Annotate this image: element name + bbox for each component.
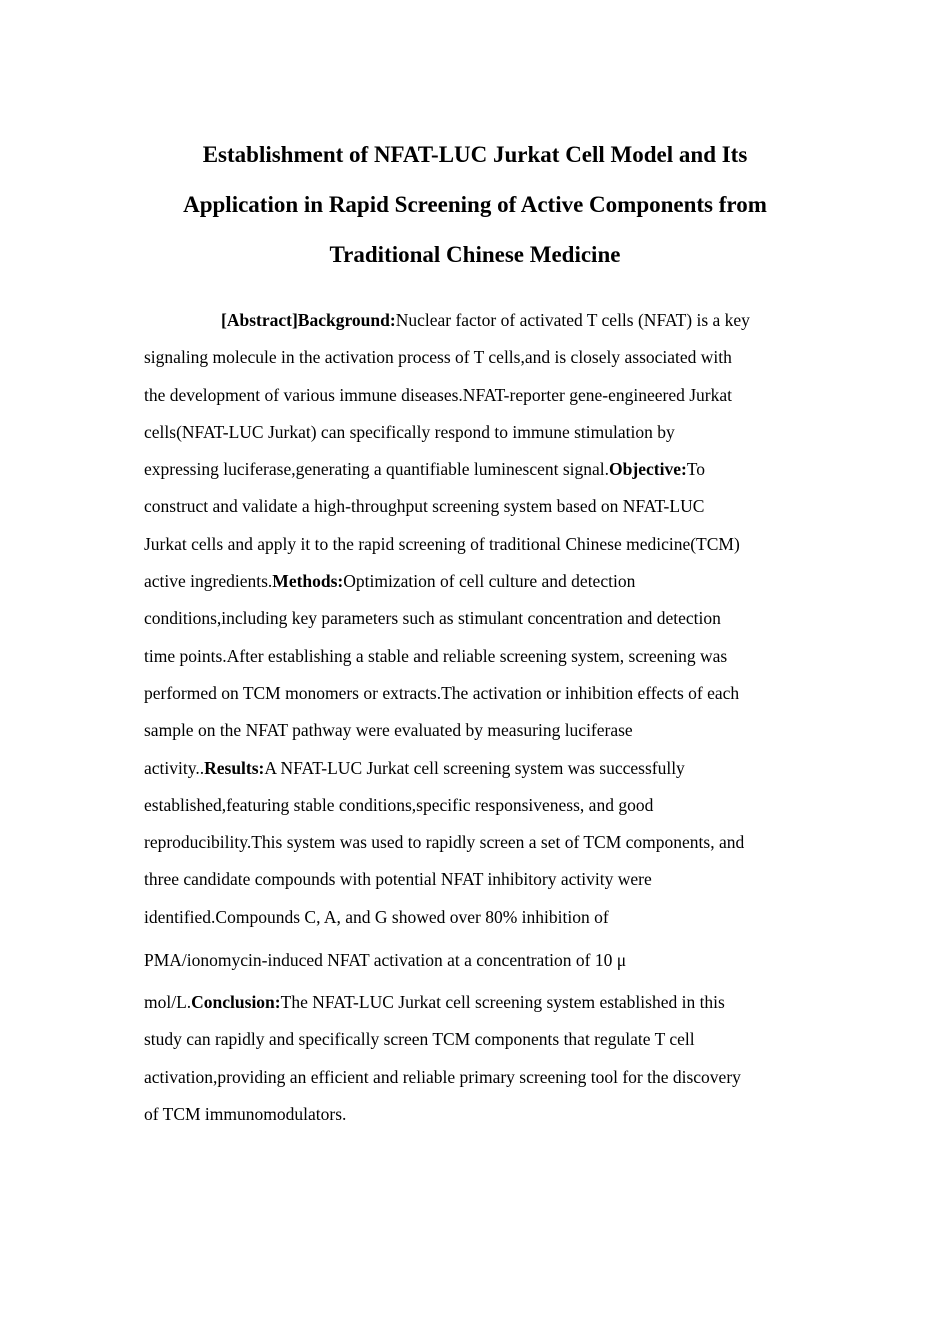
abstract-line: study can rapidly and specifically screen TCM components that regulate T cell bbox=[144, 1029, 695, 1050]
paper-title bbox=[120, 130, 830, 280]
background-label: Background: bbox=[297, 310, 396, 330]
abstract-text: activity.. bbox=[144, 757, 205, 778]
abstract-line bbox=[144, 984, 824, 1021]
abstract-line: activation,providing an efficient and reliable primary screening tool for the discovery bbox=[144, 1066, 741, 1087]
abstract-line: identified.Compounds C, A, and G showed over 80% inhibition of bbox=[144, 906, 609, 927]
abstract-line: construct and validate a high-throughput screening system based on NFAT-LUC bbox=[144, 496, 705, 517]
abstract-line: reproducibility.This system was used to rapidly screen a set of TCM components, and bbox=[144, 832, 745, 853]
abstract-text: Nuclear factor of activated T cells (NFAT) is a key bbox=[395, 310, 750, 330]
abstract-line: sample on the NFAT pathway were evaluated by measuring luciferase bbox=[144, 720, 633, 741]
abstract-text: active ingredients. bbox=[144, 571, 273, 592]
conclusion-label: Conclusion: bbox=[191, 992, 281, 1013]
abstract-line: cells(NFAT-LUC Jurkat) can specifically respond to immune stimulation by bbox=[144, 421, 675, 442]
abstract-line: time points.After establishing a stable and reliable screening system, screening was bbox=[144, 645, 728, 666]
abstract-text: A NFAT-LUC Jurkat cell screening system was successfully bbox=[264, 757, 685, 778]
title-line-2: Application in Rapid Screening of Active Components from bbox=[183, 192, 767, 217]
abstract-line bbox=[144, 451, 824, 488]
abstract-line: conditions,including key parameters such as stimulant concentration and detection bbox=[144, 608, 721, 629]
abstract-line: PMA/ionomycin-induced NFAT activation at a concentration of 10 μ bbox=[144, 950, 627, 971]
abstract-line bbox=[144, 750, 824, 787]
title-line-3: Traditional Chinese Medicine bbox=[329, 242, 621, 267]
abstract-line bbox=[144, 563, 824, 600]
abstract-text: expressing luciferase,generating a quantifiable luminescent signal. bbox=[144, 459, 610, 480]
abstract-text: The NFAT-LUC Jurkat cell screening system established in this bbox=[280, 992, 725, 1013]
abstract-label: [Abstract] bbox=[221, 310, 298, 330]
results-label: Results: bbox=[204, 757, 265, 778]
abstract-line: Jurkat cells and apply it to the rapid screening of traditional Chinese medicine(TCM) bbox=[144, 533, 740, 554]
abstract-line: the development of various immune diseases.NFAT-reporter gene-engineered Jurkat bbox=[144, 384, 733, 405]
abstract-line: performed on TCM monomers or extracts.The activation or inhibition effects of each bbox=[144, 682, 740, 703]
title-line-1: Establishment of NFAT-LUC Jurkat Cell Model and Its bbox=[202, 142, 748, 167]
objective-label: Objective: bbox=[609, 459, 687, 480]
abstract-line bbox=[144, 302, 824, 339]
abstract-line: three candidate compounds with potential NFAT inhibitory activity were bbox=[144, 869, 652, 890]
abstract-line: of TCM immunomodulators. bbox=[144, 1103, 347, 1124]
methods-label: Methods: bbox=[272, 571, 344, 592]
abstract-text: Optimization of cell culture and detection bbox=[343, 571, 636, 592]
abstract-text: mol/L. bbox=[144, 992, 192, 1013]
abstract bbox=[144, 302, 824, 1133]
abstract-line: signaling molecule in the activation process of T cells,and is closely associated with bbox=[144, 347, 732, 368]
abstract-text: To bbox=[686, 459, 706, 480]
abstract-line: established,featuring stable conditions,specific responsiveness, and good bbox=[144, 794, 654, 815]
